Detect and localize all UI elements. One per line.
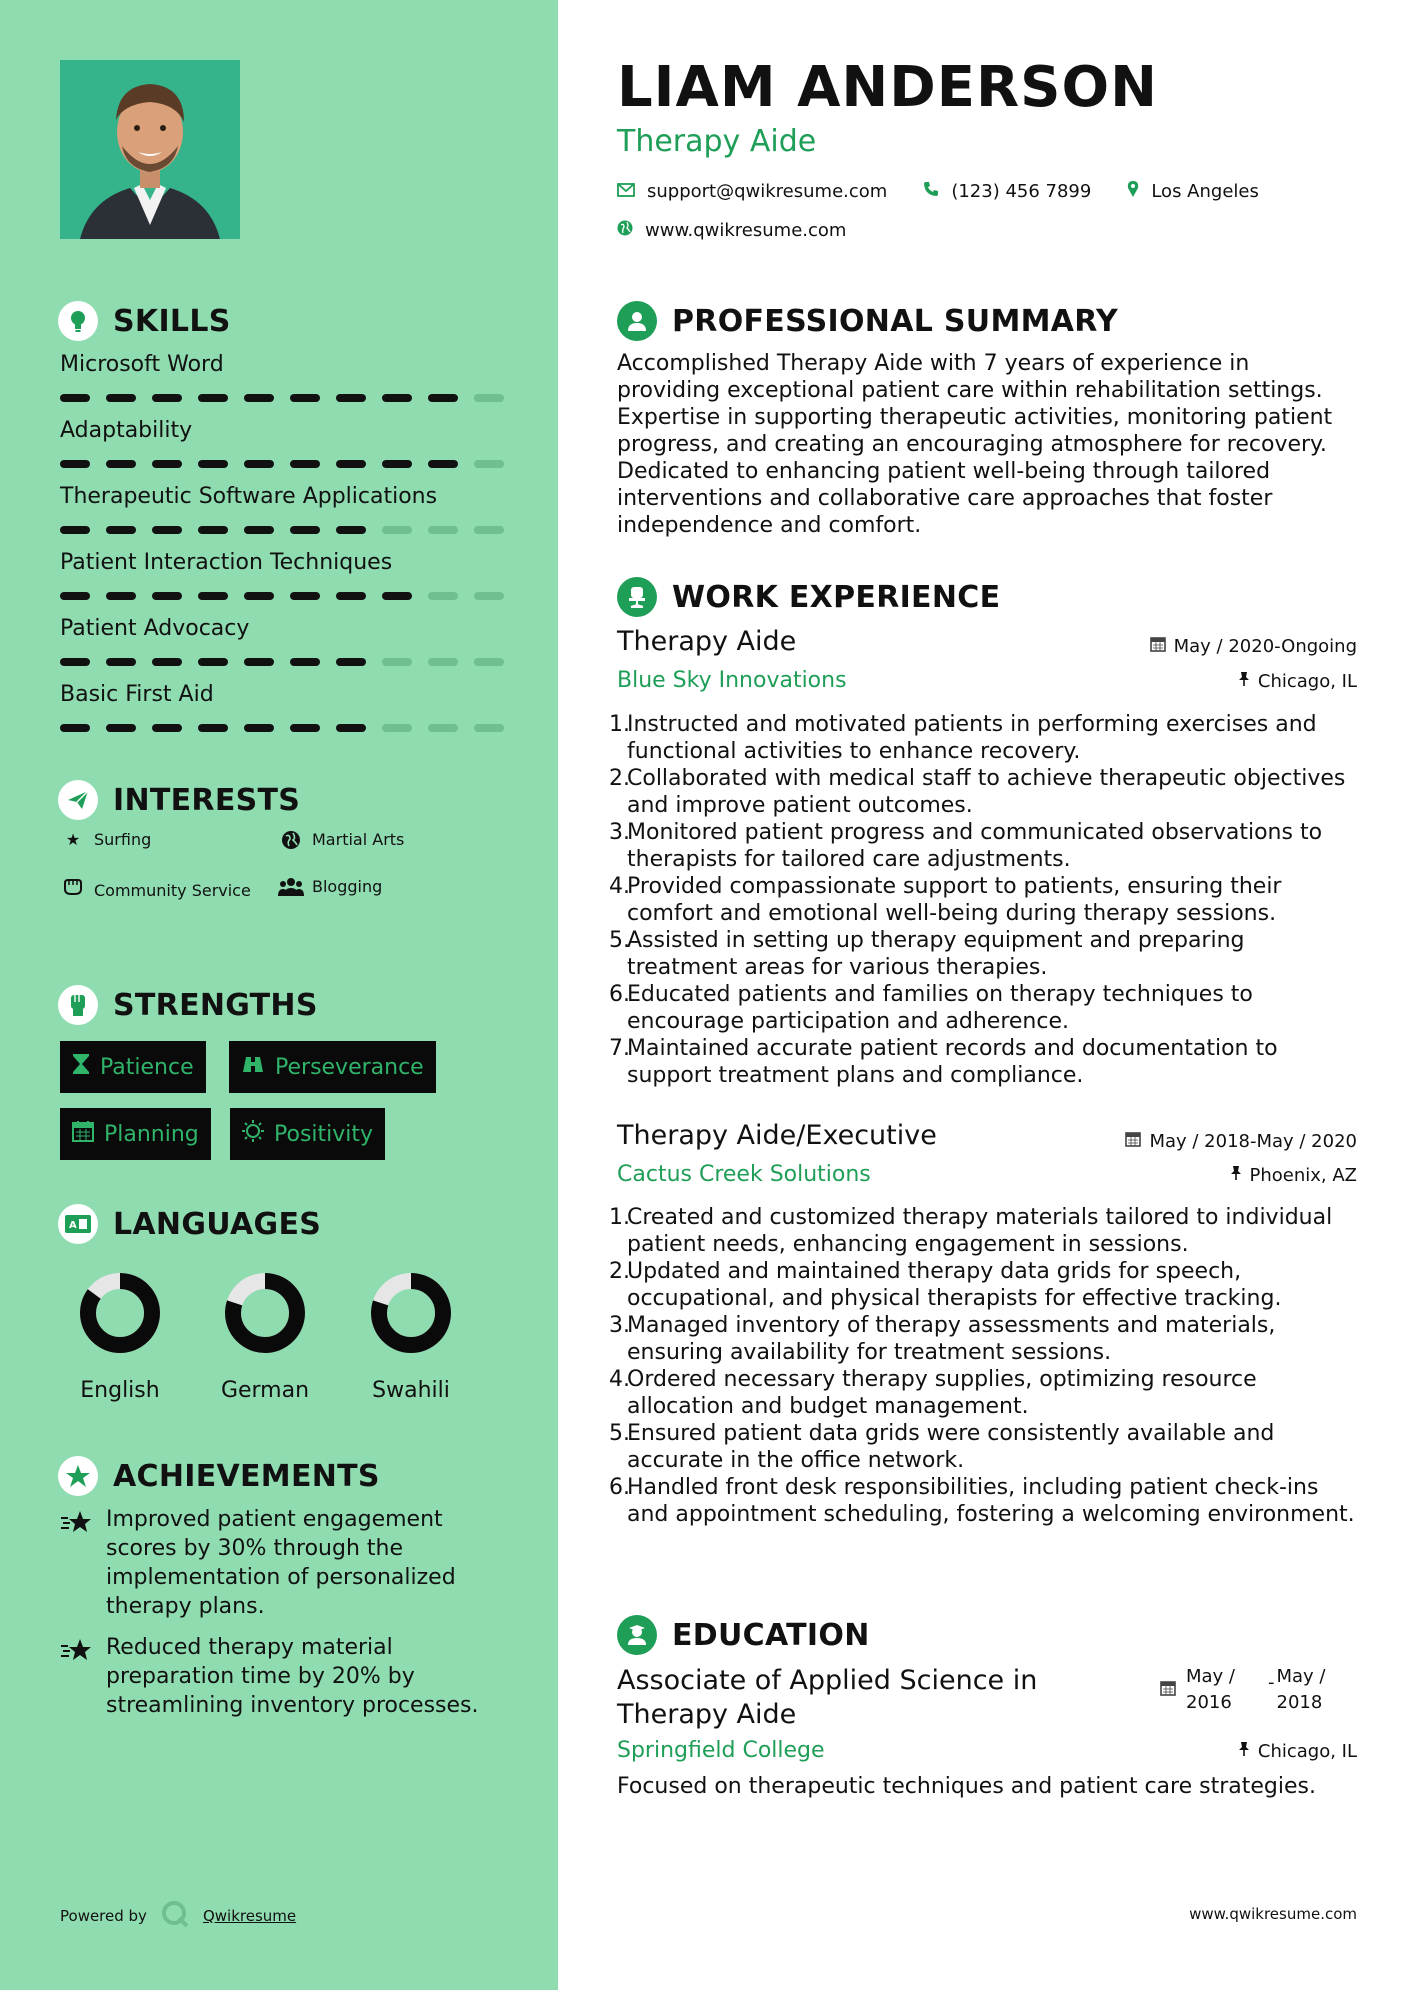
sun-icon <box>242 1120 264 1148</box>
skill-level-segment <box>290 724 320 732</box>
skill-level-segment <box>244 460 274 468</box>
job-location: Phoenix, AZ <box>1230 1165 1358 1186</box>
achievement-item: Reduced therapy material preparation time by 20% by streamlining inventory processes. <box>60 1633 500 1720</box>
skill-level-segment <box>152 460 182 468</box>
skill-level-segment <box>382 394 412 402</box>
duty-text: Handled front desk responsibilities, including patient check-ins and appointment scheduling, fostering a welcoming environment. <box>627 1475 1355 1527</box>
duty-text: Assisted in setting up therapy equipment and preparing treatment areas for various therapies. <box>627 928 1245 980</box>
interest-item: Community Service <box>60 877 260 905</box>
skill-level-segment <box>336 592 366 600</box>
email-link[interactable]: support@qwikresume.com <box>647 181 888 202</box>
skill-level-segment <box>382 460 412 468</box>
strength-badge: Planning <box>60 1108 211 1160</box>
skill-level-segment <box>290 460 320 468</box>
skill-level-segment <box>106 394 136 402</box>
company-name: Cactus Creek Solutions <box>617 1162 871 1187</box>
skill-level-segment <box>60 592 90 600</box>
job-duties-list <box>609 711 1357 1089</box>
skill-level-segment <box>382 526 412 534</box>
trophy-star-icon <box>58 1456 98 1496</box>
users-icon <box>278 877 304 901</box>
duty-text: Provided compassionate support to patients, ensuring their comfort and emotional well-being during therapy sessions. <box>627 874 1282 926</box>
strengths-heading: STRENGTHS <box>58 985 318 1025</box>
skill-level-bar <box>60 592 520 600</box>
phone-number[interactable]: (123) 456 7899 <box>951 181 1092 202</box>
education-dates: May / 2016 - May / 2018 <box>1160 1664 1329 1716</box>
strength-badge: Positivity <box>230 1108 385 1160</box>
skill-level-segment <box>198 724 228 732</box>
shooting-star-icon <box>60 1633 96 1720</box>
skill-label: Therapeutic Software Applications <box>60 484 438 509</box>
hand-icon <box>60 877 86 901</box>
summary-text: Accomplished Therapy Aide with 7 years of experience in providing exceptional patient care within rehabilitation settings. Expertise in supporting therapeutic activities, monitoring patient progress, and creating an encouraging atmosphere for recovery. Dedicated to enhancing patient well-being through tailored interventions and collaborative care approaches that foster independence and comfort. <box>617 351 1333 538</box>
duty-item <box>609 927 1357 981</box>
hourglass-icon <box>72 1053 90 1081</box>
duty-number: 6. <box>609 1475 630 1500</box>
skill-level-bar <box>60 658 520 666</box>
school-name: Springfield College <box>617 1738 825 1763</box>
skill-level-segment <box>382 658 412 666</box>
job-dates: May / 2018-May / 2020 <box>1125 1131 1357 1152</box>
skill-level-segment <box>290 658 320 666</box>
duty-text: Educated patients and families on therapy techniques to encourage participation and adherence. <box>627 982 1253 1034</box>
skill-level-segment <box>382 592 412 600</box>
skill-level-segment <box>428 526 458 534</box>
skill-item <box>60 416 500 446</box>
footer-url[interactable]: www.qwikresume.com <box>1189 1905 1357 1923</box>
skill-level-segment <box>336 526 366 534</box>
skill-level-segment <box>60 460 90 468</box>
shooting-star-icon <box>60 1505 96 1621</box>
skill-level-bar <box>60 460 520 468</box>
skill-level-segment <box>336 724 366 732</box>
skill-level-segment <box>198 658 228 666</box>
skill-level-segment <box>198 394 228 402</box>
skill-level-segment <box>382 724 412 732</box>
language-level-donut <box>220 1268 310 1358</box>
skill-level-segment <box>474 526 504 534</box>
skill-level-segment <box>336 394 366 402</box>
skill-item <box>60 482 500 512</box>
skill-level-segment <box>428 394 458 402</box>
duty-item <box>609 711 1357 765</box>
skill-level-segment <box>474 724 504 732</box>
language-item: Swahili <box>341 1268 481 1403</box>
duty-text: Created and customized therapy materials tailored to individual patient needs, enhancing engagement in sessions. <box>627 1205 1333 1257</box>
candidate-name: LIAM ANDERSON <box>617 55 1158 120</box>
pushpin-icon <box>1238 671 1250 692</box>
duty-item <box>609 1420 1357 1474</box>
sidebar <box>0 0 558 1990</box>
duty-item <box>609 1204 1357 1258</box>
skill-level-segment <box>244 394 274 402</box>
education-heading: EDUCATION <box>617 1615 870 1655</box>
skill-level-segment <box>428 724 458 732</box>
skill-level-bar <box>60 394 520 402</box>
duty-text: Managed inventory of therapy assessments and materials, ensuring availability for treatment sessions. <box>627 1313 1276 1365</box>
skill-level-segment <box>106 526 136 534</box>
main-column <box>609 0 1357 1990</box>
skill-item <box>60 350 500 380</box>
skill-level-segment <box>244 724 274 732</box>
duty-number: 1. <box>609 712 630 737</box>
duty-item <box>609 1312 1357 1366</box>
skill-level-segment <box>60 724 90 732</box>
fist-icon <box>58 985 98 1025</box>
duty-number: 1. <box>609 1205 630 1230</box>
calendar-icon <box>1150 636 1166 657</box>
languages-heading: A LANGUAGES <box>58 1204 321 1244</box>
chair-icon <box>617 577 657 617</box>
svg-text:A: A <box>69 1220 77 1231</box>
duty-number: 3. <box>609 1313 630 1338</box>
skill-level-segment <box>244 526 274 534</box>
skill-level-bar <box>60 724 520 732</box>
strength-badge: Patience <box>60 1041 206 1093</box>
duty-text: Ensured patient data grids were consistently available and accurate in the office network. <box>627 1421 1275 1473</box>
duty-number: 2. <box>609 1259 630 1284</box>
profile-photo <box>60 60 240 239</box>
duty-item <box>609 1035 1357 1089</box>
skill-level-segment <box>474 592 504 600</box>
skill-level-segment <box>336 658 366 666</box>
language-item: German <box>195 1268 335 1403</box>
calendar-icon <box>1125 1131 1141 1152</box>
duty-item <box>609 981 1357 1035</box>
graduation-cap-icon <box>617 1615 657 1655</box>
skill-level-segment <box>428 460 458 468</box>
calendar-icon <box>1160 1678 1176 1716</box>
skill-level-segment <box>60 394 90 402</box>
calendar-icon <box>72 1120 94 1148</box>
skill-level-segment <box>428 658 458 666</box>
job-title: Therapy Aide/Executive <box>617 1120 937 1151</box>
duty-text: Instructed and motivated patients in performing exercises and functional activities to enhance recovery. <box>627 712 1317 764</box>
summary-heading: PROFESSIONAL SUMMARY <box>617 301 1118 341</box>
duty-item <box>609 765 1357 819</box>
skill-level-segment <box>336 460 366 468</box>
skill-level-segment <box>198 592 228 600</box>
skill-level-segment <box>198 460 228 468</box>
skill-label: Patient Interaction Techniques <box>60 550 393 575</box>
globe-icon <box>617 220 633 241</box>
skill-level-segment <box>474 460 504 468</box>
interest-item: Martial Arts <box>278 830 404 854</box>
duty-text: Ordered necessary therapy supplies, optimizing resource allocation and budget management. <box>627 1367 1257 1419</box>
user-icon <box>617 301 657 341</box>
skill-level-bar <box>60 526 520 534</box>
skill-level-segment <box>244 658 274 666</box>
skill-level-segment <box>152 394 182 402</box>
skill-level-segment <box>290 526 320 534</box>
map-marker-icon <box>1127 180 1139 203</box>
duty-number: 4. <box>609 1367 630 1392</box>
job-duties-list <box>609 1204 1357 1528</box>
duty-number: 4. <box>609 874 630 899</box>
degree-title: Associate of Applied Science in Therapy Aide <box>617 1665 1038 1730</box>
skill-level-segment <box>106 724 136 732</box>
skill-level-segment <box>60 526 90 534</box>
job-dates: May / 2020-Ongoing <box>1150 636 1357 657</box>
interests-heading: INTERESTS <box>58 780 300 820</box>
phone-icon <box>923 181 939 202</box>
language-level-donut <box>75 1268 165 1358</box>
duty-number: 7. <box>609 1036 630 1061</box>
language-item: English <box>50 1268 190 1403</box>
interest-item: Blogging <box>278 877 382 901</box>
qwikresume-link[interactable]: Qwikresume <box>202 1907 297 1925</box>
skill-item <box>60 548 500 578</box>
skill-level-segment <box>474 658 504 666</box>
skill-level-segment <box>198 526 228 534</box>
duty-text: Updated and maintained therapy data grids for speech, occupational, and physical therapists for effective tracking. <box>627 1259 1282 1311</box>
company-name: Blue Sky Innovations <box>617 668 847 693</box>
skill-label: Adaptability <box>60 418 193 443</box>
website-row <box>617 220 846 241</box>
skill-item <box>60 680 500 710</box>
duty-item <box>609 1474 1357 1528</box>
education-description: Focused on therapeutic techniques and patient care strategies. <box>617 1774 1316 1799</box>
skill-level-segment <box>152 592 182 600</box>
job-title: Therapy Aide <box>617 626 797 657</box>
duty-item <box>609 873 1357 927</box>
skill-level-segment <box>106 460 136 468</box>
skill-label: Basic First Aid <box>60 682 214 707</box>
strength-badge: Perseverance <box>229 1041 436 1093</box>
duty-item <box>609 1366 1357 1420</box>
interest-item: ★ Surfing <box>60 830 151 849</box>
education-location: Chicago, IL <box>1238 1741 1357 1762</box>
duty-text: Collaborated with medical staff to achieve therapeutic objectives and improve patient outcomes. <box>627 766 1346 818</box>
achievements-heading: ACHIEVEMENTS <box>58 1456 380 1496</box>
duty-text: Maintained accurate patient records and documentation to support treatment plans and compliance. <box>627 1036 1278 1088</box>
skill-level-segment <box>152 658 182 666</box>
powered-by: Powered by Qwikresume <box>60 1900 296 1932</box>
duty-number: 5. <box>609 928 630 953</box>
language-icon <box>58 1204 98 1244</box>
qwikresume-logo-icon <box>161 1900 189 1932</box>
language-level-donut <box>366 1268 456 1358</box>
skill-item <box>60 614 500 644</box>
duty-item <box>609 1258 1357 1312</box>
skill-level-segment <box>244 592 274 600</box>
location-text: Los Angeles <box>1151 181 1259 202</box>
skill-level-segment <box>474 394 504 402</box>
envelope-icon <box>617 181 635 202</box>
skill-level-segment <box>428 592 458 600</box>
skill-level-segment <box>106 658 136 666</box>
skill-label: Microsoft Word <box>60 352 224 377</box>
duty-number: 3. <box>609 820 630 845</box>
experience-heading: WORK EXPERIENCE <box>617 577 1000 617</box>
skill-level-segment <box>60 658 90 666</box>
website-link[interactable]: www.qwikresume.com <box>645 220 847 241</box>
contact-row <box>617 180 1259 203</box>
candidate-role: Therapy Aide <box>617 124 817 159</box>
skill-level-segment <box>106 592 136 600</box>
skill-level-segment <box>152 724 182 732</box>
duty-number: 2. <box>609 766 630 791</box>
lightbulb-icon <box>58 301 98 341</box>
skill-label: Patient Advocacy <box>60 616 250 641</box>
duty-number: 5. <box>609 1421 630 1446</box>
star-icon: ★ <box>65 830 81 849</box>
pushpin-icon <box>1230 1165 1242 1186</box>
job-location: Chicago, IL <box>1238 671 1357 692</box>
skills-heading: SKILLS <box>58 301 231 341</box>
binoculars-icon <box>241 1054 265 1080</box>
skill-level-segment <box>152 526 182 534</box>
achievement-item: Improved patient engagement scores by 30% through the implementation of personalized therapy plans. <box>60 1505 500 1621</box>
skill-level-segment <box>290 394 320 402</box>
paper-plane-icon <box>58 780 98 820</box>
pushpin-icon <box>1238 1741 1250 1762</box>
globe-icon <box>278 830 304 854</box>
duty-item <box>609 819 1357 873</box>
duty-number: 6. <box>609 982 630 1007</box>
skill-level-segment <box>290 592 320 600</box>
duty-text: Monitored patient progress and communicated observations to therapists for tailored care adjustments. <box>627 820 1323 872</box>
